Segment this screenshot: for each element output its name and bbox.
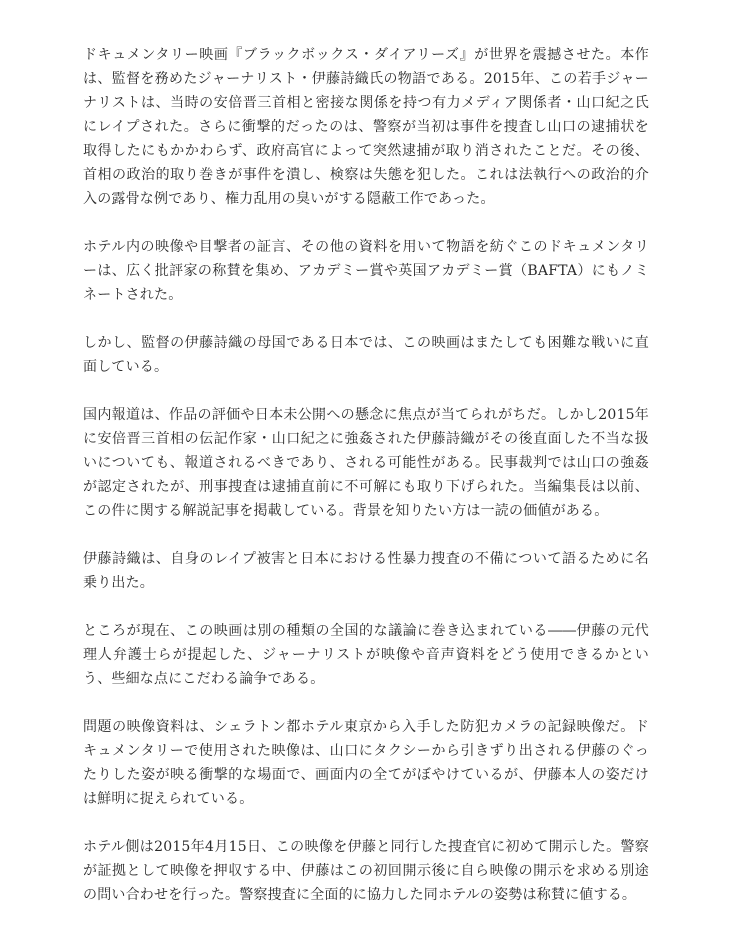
paragraph-2: ホテル内の映像や目撃者の証言、その他の資料を用いて物語を紡ぐこのドキュメンタリーは、広く批評家の称賛を集め、アカデミー賞や英国アカデミー賞（BAFTA）にもノミネートされた。: [83, 239, 649, 303]
article-body: [83, 43, 649, 931]
paragraph-3: しかし、監督の伊藤詩織の母国である日本では、この映画はまたしても困難な戦いに直面している。: [83, 335, 649, 375]
paragraph-7: 問題の映像資料は、シェラトン都ホテル東京から入手した防犯カメラの記録映像だ。ドキュメンタリーで使用された映像は、山口にタクシーから引きずり出される伊藤のぐったりした姿が映る衝撃的な場面で、画面内の全てがぼやけているが、伊藤本人の姿だけは鮮明に捉えられている。: [83, 719, 649, 807]
paragraph-6: ところが現在、この映画は別の種類の全国的な議論に巻き込まれている――伊藤の元代理人弁護士らが提起した、ジャーナリストが映像や音声資料をどう使用できるかという、些細な点にこだわる論争である。: [83, 623, 649, 687]
paragraph-8: ホテル側は2015年4月15日、この映像を伊藤と同行した捜査官に初めて開示した。警察が証拠として映像を押収する中、伊藤はこの初回開示後に自ら映像の開示を求める別途の問い合わせを行った。警察捜査に全面的に協力した同ホテルの姿勢は称賛に値する。: [83, 839, 649, 903]
paragraph-4: 国内報道は、作品の評価や日本未公開への懸念に焦点が当てられがちだ。しかし2015年に安倍晋三首相の伝記作家・山口紀之に強姦された伊藤詩織がその後直面した不当な扱いについても、報道されるべきであり、される可能性がある。民事裁判では山口の強姦が認定されたが、刑事捜査は逮捕直前に不可解にも取り下げられた。当編集長は以前、この件に関する解説記事を掲載している。背景を知りたい方は一読の価値がある。: [83, 407, 649, 519]
paragraph-5: 伊藤詩織は、自身のレイプ被害と日本における性暴力捜査の不備について語るために名乗り出た。: [83, 551, 649, 591]
paragraph-1: ドキュメンタリー映画『ブラックボックス・ダイアリーズ』が世界を震撼させた。本作は、監督を務めたジャーナリスト・伊藤詩織氏の物語である。2015年、この若手ジャーナリストは、当時の安倍晋三首相と密接な関係を持つ有力メディア関係者・山口紀之氏にレイプされた。さらに衝撃的だったのは、警察が当初は事件を捜査し山口の逮捕状を取得したにもかかわらず、政府高官によって突然逮捕が取り消されたことだ。その後、首相の政治的取り巻きが事件を潰し、検察は失態を犯した。これは法執行への政治的介入の露骨な例であり、権力乱用の臭いがする隠蔽工作であった。: [83, 47, 649, 207]
